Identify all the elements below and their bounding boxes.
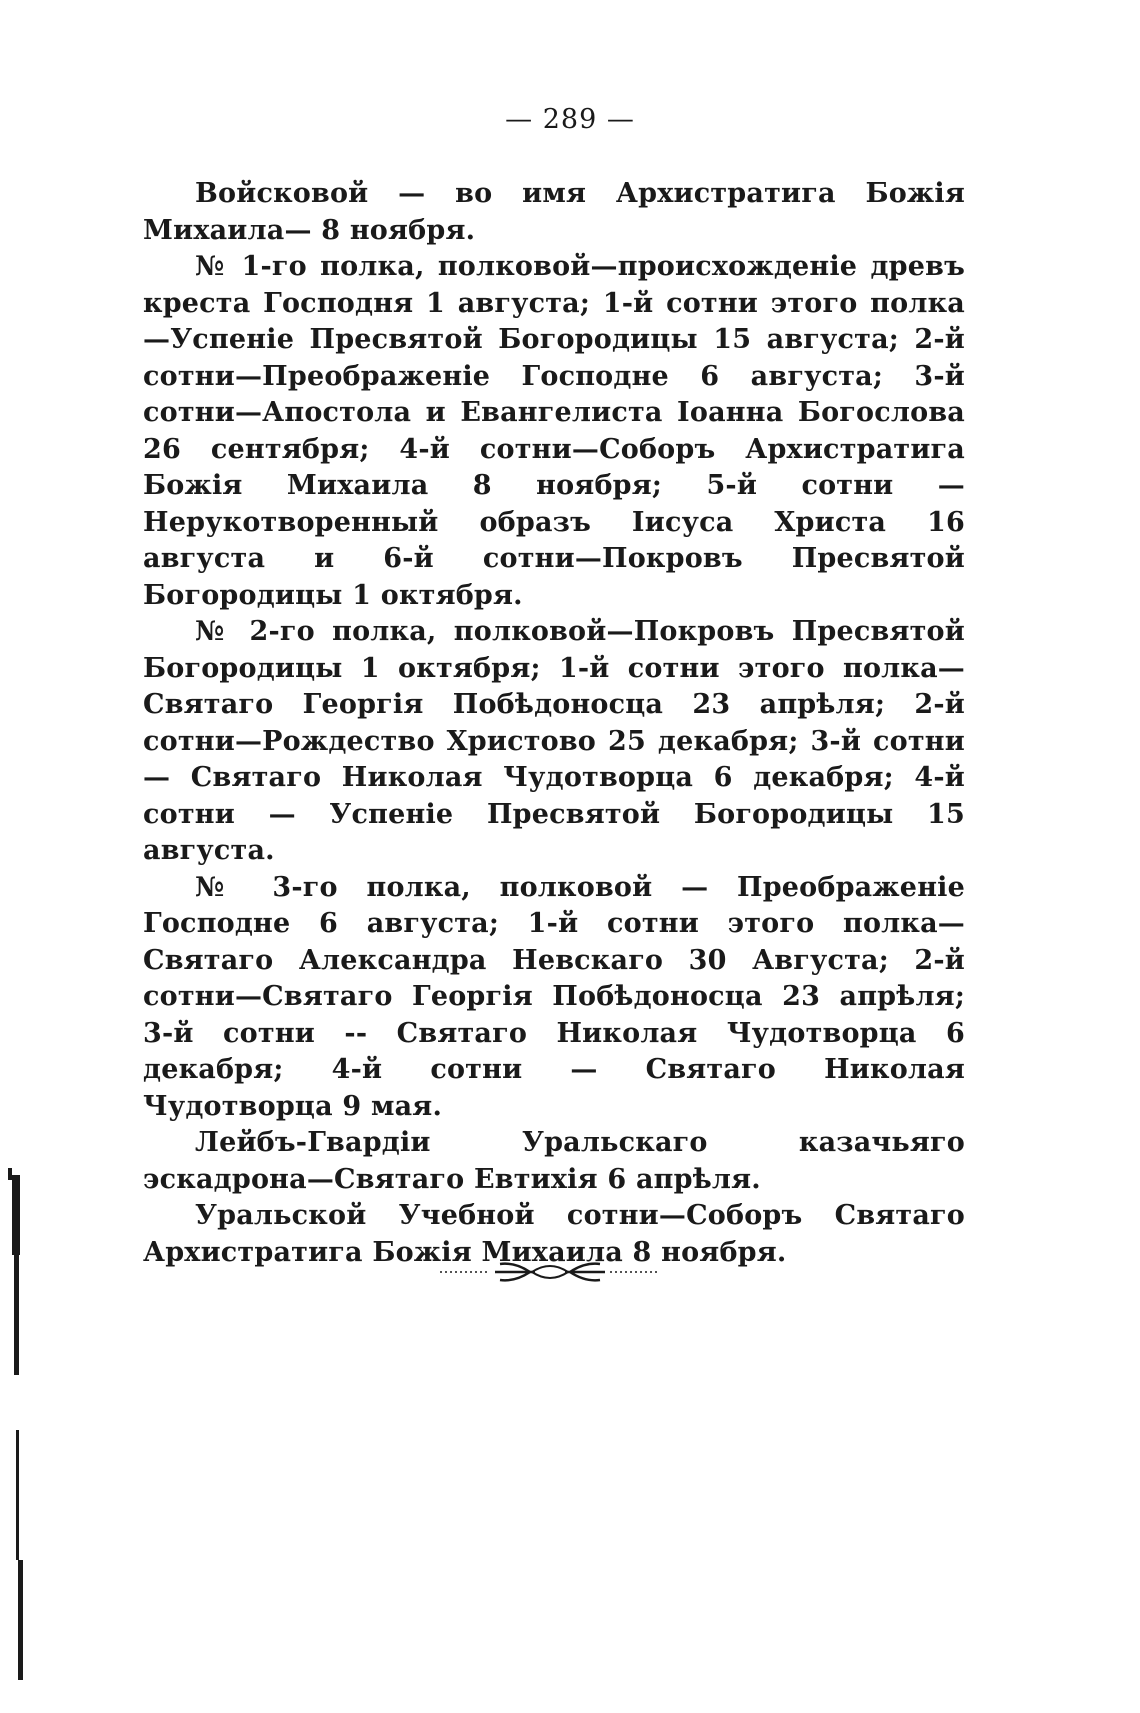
paragraph-training-sotnia: Уральской Учебной сотни—Соборъ Святаго Архистратига Божія Михаила 8 ноября. [143, 1200, 965, 1268]
paragraph-regiment-3: № 3-го полка, полковой — Преображеніе Господне 6 августа; 1-й сотни этого полка—Святаго Александра Невскаго 30 Августа; 2-й сотни—Святаго Георгія Побѣдоносца 23 апрѣля; 3-й сотни -- Святаго Николая Чудотворца 6 декабря; 4-й сотни — Святаго Николая Чудотворца 9 мая. [143, 871, 965, 1122]
scan-mark [16, 1430, 19, 1560]
paragraph-voiskovoi: Войсковой — во имя Архистратига Божія Михаила— 8 ноября. [143, 178, 965, 246]
scan-mark [8, 1168, 12, 1180]
paragraph-regiment-1: № 1-го полка, полковой—происхожденіе древъ креста Господня 1 августа; 1-й сотни этого полка—Успеніе Пресвятой Богородицы 15 августа; 2-й сотни—Преображеніе Господне 6 августа; 3-й сотни—Апостола и Евангелиста Іоанна Богослова 26 сентября; 4-й сотни—Соборъ Архистратига Божія Михаила 8 ноября; 5-й сотни — Нерукотворенный образъ Іисуса Христа 16 августа и 6-й сотни—Покровъ Пресвятой Богородицы 1 октября. [143, 251, 965, 611]
paragraph-regiment-2: № 2-го полка, полковой—Покровъ Пресвятой Богородицы 1 октября; 1-й сотни этого полка—Святаго Георгія Побѣдоносца 23 апрѣля; 2-й сотни—Рождество Христово 25 декабря; 3-й сотни — Святаго Николая Чудотворца 6 декабря; 4-й сотни — Успеніе Пресвятой Богородицы 15 августа. [143, 616, 965, 866]
paragraph-life-guards: Лейбъ-Гвардіи Уральскаго казачьяго эскадрона—Святаго Евтихія 6 апрѣля. [143, 1127, 965, 1195]
body-text [143, 176, 965, 1271]
scan-mark [14, 1255, 19, 1375]
scan-mark [18, 1560, 23, 1680]
page-number: — 289 — [505, 104, 635, 135]
scroll-flourish-icon [440, 1252, 660, 1292]
scan-mark [12, 1175, 20, 1255]
